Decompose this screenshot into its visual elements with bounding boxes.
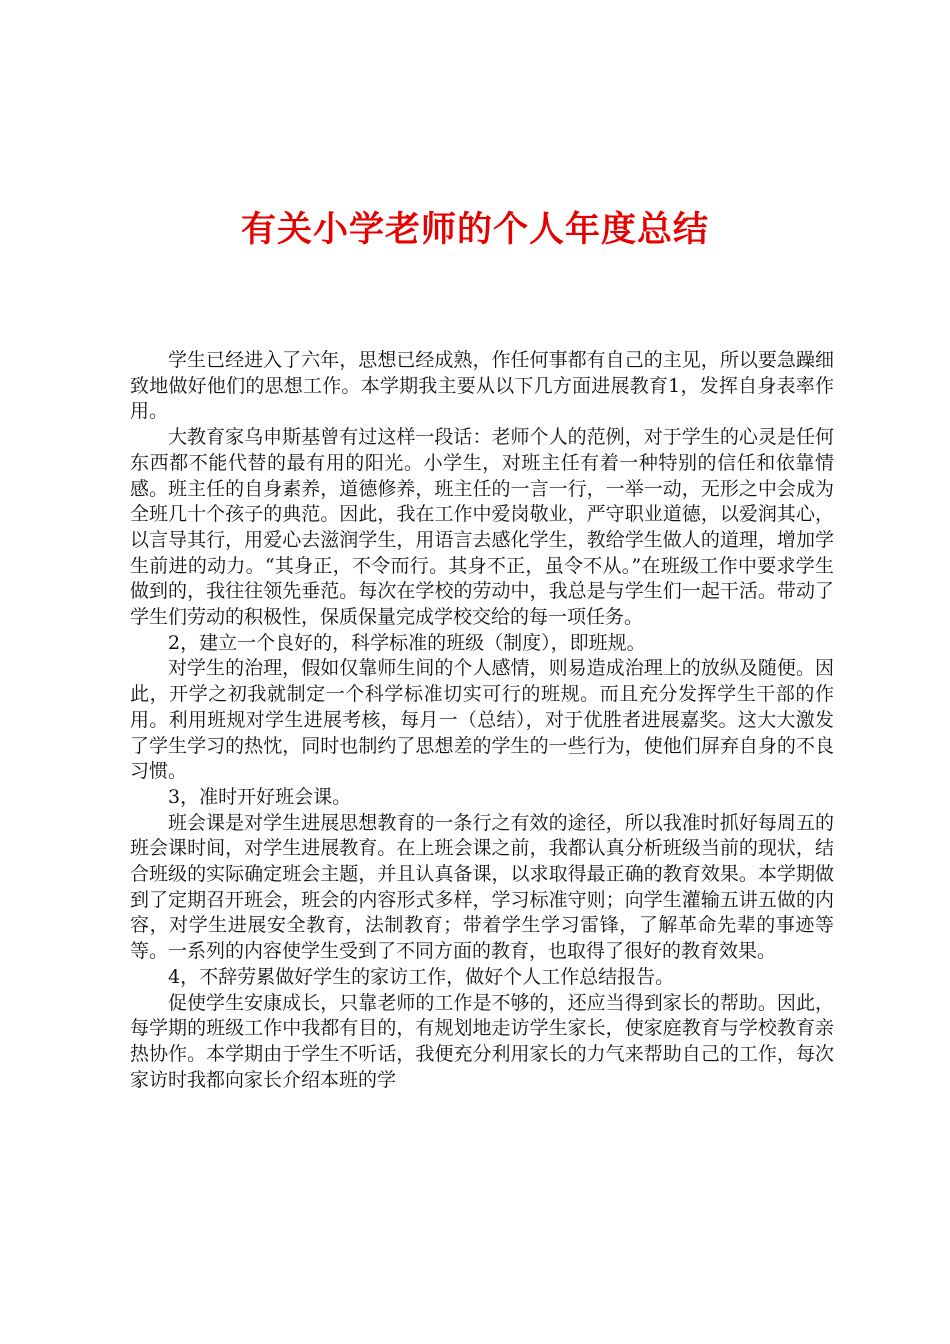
paragraph: 班会课是对学生进展思想教育的一条行之有效的途径，所以我准时抓好每周五的班会课时间，对学生进展教育。在上班会课之前，我都认真分析班级当前的现状，结合班级的实际确定班会主题，并且认真备课，以求取得最正确的教育效果。本学期做到了定期召开班会，班会的内容形式多样，学习标准守则；向学生灌输五讲五做的内容，对学生进展安全教育，法制教育；带着学生学习雷锋，了解革命先辈的事迹等等。一系列的内容使学生受到了不同方面的教育，也取得了很好的教育效果。 <box>130 811 834 963</box>
document-title: 有关小学老师的个人年度总结 <box>240 209 709 250</box>
paragraph: 学生已经进入了六年，思想已经成熟，作任何事都有自己的主见，所以要急躁细致地做好他们的思想工作。本学期我主要从以下几方面进展教育1，发挥自身表率作用。 <box>130 349 834 423</box>
paragraph: 促使学生安康成长，只靠老师的工作是不够的，还应当得到家长的帮助。因此，每学期的班级工作中我都有目的，有规划地走访学生家长，使家庭教育与学校教育亲热协作。本学期由于学生不听话，我便充分利用家长的力气来帮助自己的工作，每次家访时我都向家长介绍本班的学 <box>130 991 834 1091</box>
paragraph: 对学生的治理，假如仅靠师生间的个人感情，则易造成治理上的放纵及随便。因此，开学之初我就制定一个科学标准切实可行的班规。而且充分发挥学生干部的作用。利用班规对学生进展考核，每月一（总结），对于优胜者进展嘉奖。这大大激发了学生学习的热忱，同时也制约了思想差的学生的一些行为，使他们屏弃自身的不良习惯。 <box>130 657 834 783</box>
document-body <box>130 348 834 1093</box>
paragraph: 3，准时开好班会课。 <box>168 785 352 808</box>
paragraph: 2，建立一个良好的，科学标准的班级（制度），即班规。 <box>168 631 646 654</box>
paragraph: 4，不辞劳累做好学生的家访工作，做好个人工作总结报告。 <box>168 965 675 988</box>
paragraph: 大教育家乌申斯基曾有过这样一段话：老师个人的范例，对于学生的心灵是任何东西都不能代替的最有用的阳光。小学生，对班主任有着一种特别的信任和依靠情感。班主任的自身素养，道德修养，班主任的一言一行，一举一动，无形之中会成为全班几十个孩子的典范。因此，我在工作中爱岗敬业，严守职业道德，以爱润其心，以言导其行，用爱心去滋润学生，用语言去感化学生，教给学生做人的道理，增加学生前进的动力。“其身正，不令而行。其身不正，虽令不从。”在班级工作中要求学生做到的，我往往领先垂范。每次在学校的劳动中，我总是与学生们一起干活。带动了学生们劳动的积极性，保质保量完成学校交给的每一项任务。 <box>130 426 834 629</box>
